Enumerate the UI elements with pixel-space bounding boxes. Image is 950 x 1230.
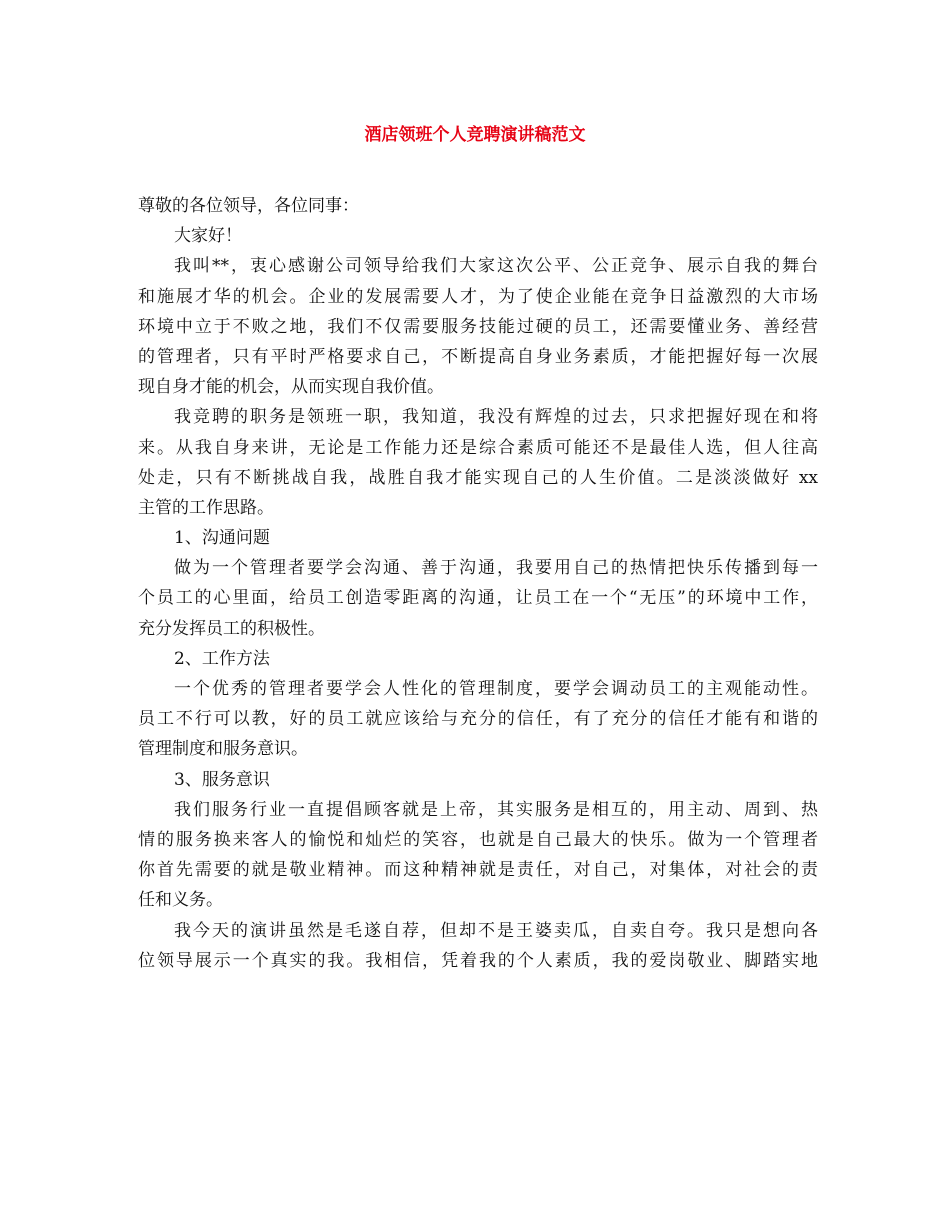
paragraph-line: 位领导展示一个真实的我。我相信，凭着我的个人素质，我的爱岗敬业、脚踏实地 — [138, 950, 818, 971]
paragraph-line: 你首先需要的就是敬业精神。而这种精神就是责任，对自己，对集体，对社会的责 — [138, 860, 818, 881]
paragraph-line: 处走，只有不断挑战自我，战胜自我才能实现自己的人生价值。二是淡淡做好 xx — [138, 467, 818, 488]
paragraph-line: 充分发挥员工的积极性。 — [138, 618, 325, 639]
paragraph-line: 管理制度和服务意识。 — [138, 739, 308, 760]
paragraph-line: 我们服务行业一直提倡顾客就是上帝，其实服务是相互的，用主动、周到、热 — [174, 799, 818, 820]
paragraph-line: 任和义务。 — [138, 890, 223, 911]
paragraph-line: 主管的工作思路。 — [138, 497, 274, 518]
paragraph-line: 来。从我自身来讲，无论是工作能力还是综合素质可能还不是最佳人选，但人往高 — [138, 437, 818, 458]
paragraph-line: 我今天的演讲虽然是毛遂自荐，但却不是王婆卖瓜，自卖自夸。我只是想向各 — [174, 920, 818, 941]
paragraph-line: 大家好！ — [174, 226, 242, 247]
paragraph-line: 现自身才能的机会，从而实现自我价值。 — [138, 377, 444, 398]
paragraph-line: 1、沟通问题 — [174, 528, 270, 549]
paragraph-line: 员工不行可以教，好的员工就应该给与充分的信任，有了充分的信任才能有和谐的 — [138, 709, 818, 730]
paragraph-line: 情的服务换来客人的愉悦和灿烂的笑容，也就是自己最大的快乐。做为一个管理者 — [138, 829, 818, 850]
paragraph-line: 做为一个管理者要学会沟通、善于沟通，我要用自己的热情把快乐传播到每一 — [174, 558, 818, 579]
paragraph-line: 尊敬的各位领导，各位同事： — [138, 196, 359, 216]
paragraph-line: 一个优秀的管理者要学会人性化的管理制度，要学会调动员工的主观能动性。 — [174, 679, 818, 699]
paragraph-line: 2、工作方法 — [174, 648, 270, 669]
paragraph-line: 3、服务意识 — [174, 769, 270, 790]
paragraph-line: 我叫**，衷心感谢公司领导给我们大家这次公平、公正竞争、展示自我的舞台 — [174, 256, 818, 277]
paragraph-line: 个员工的心里面，给员工创造零距离的沟通，让员工在一个“无压”的环境中工作， — [138, 588, 818, 609]
paragraph-line: 和施展才华的机会。企业的发展需要人才，为了使企业能在竞争日益激烈的大市场 — [138, 286, 818, 307]
paragraph-line: 的管理者，只有平时严格要求自己，不断提高自身业务素质，才能把握好每一次展 — [138, 346, 818, 367]
document-title: 酒店领班个人竞聘演讲稿范文 — [364, 125, 586, 145]
paragraph-line: 我竞聘的职务是领班一职，我知道，我没有辉煌的过去，只求把握好现在和将 — [174, 407, 818, 428]
document-body — [138, 191, 818, 976]
paragraph-line: 环境中立于不败之地，我们不仅需要服务技能过硬的员工，还需要懂业务、善经营 — [138, 316, 818, 337]
